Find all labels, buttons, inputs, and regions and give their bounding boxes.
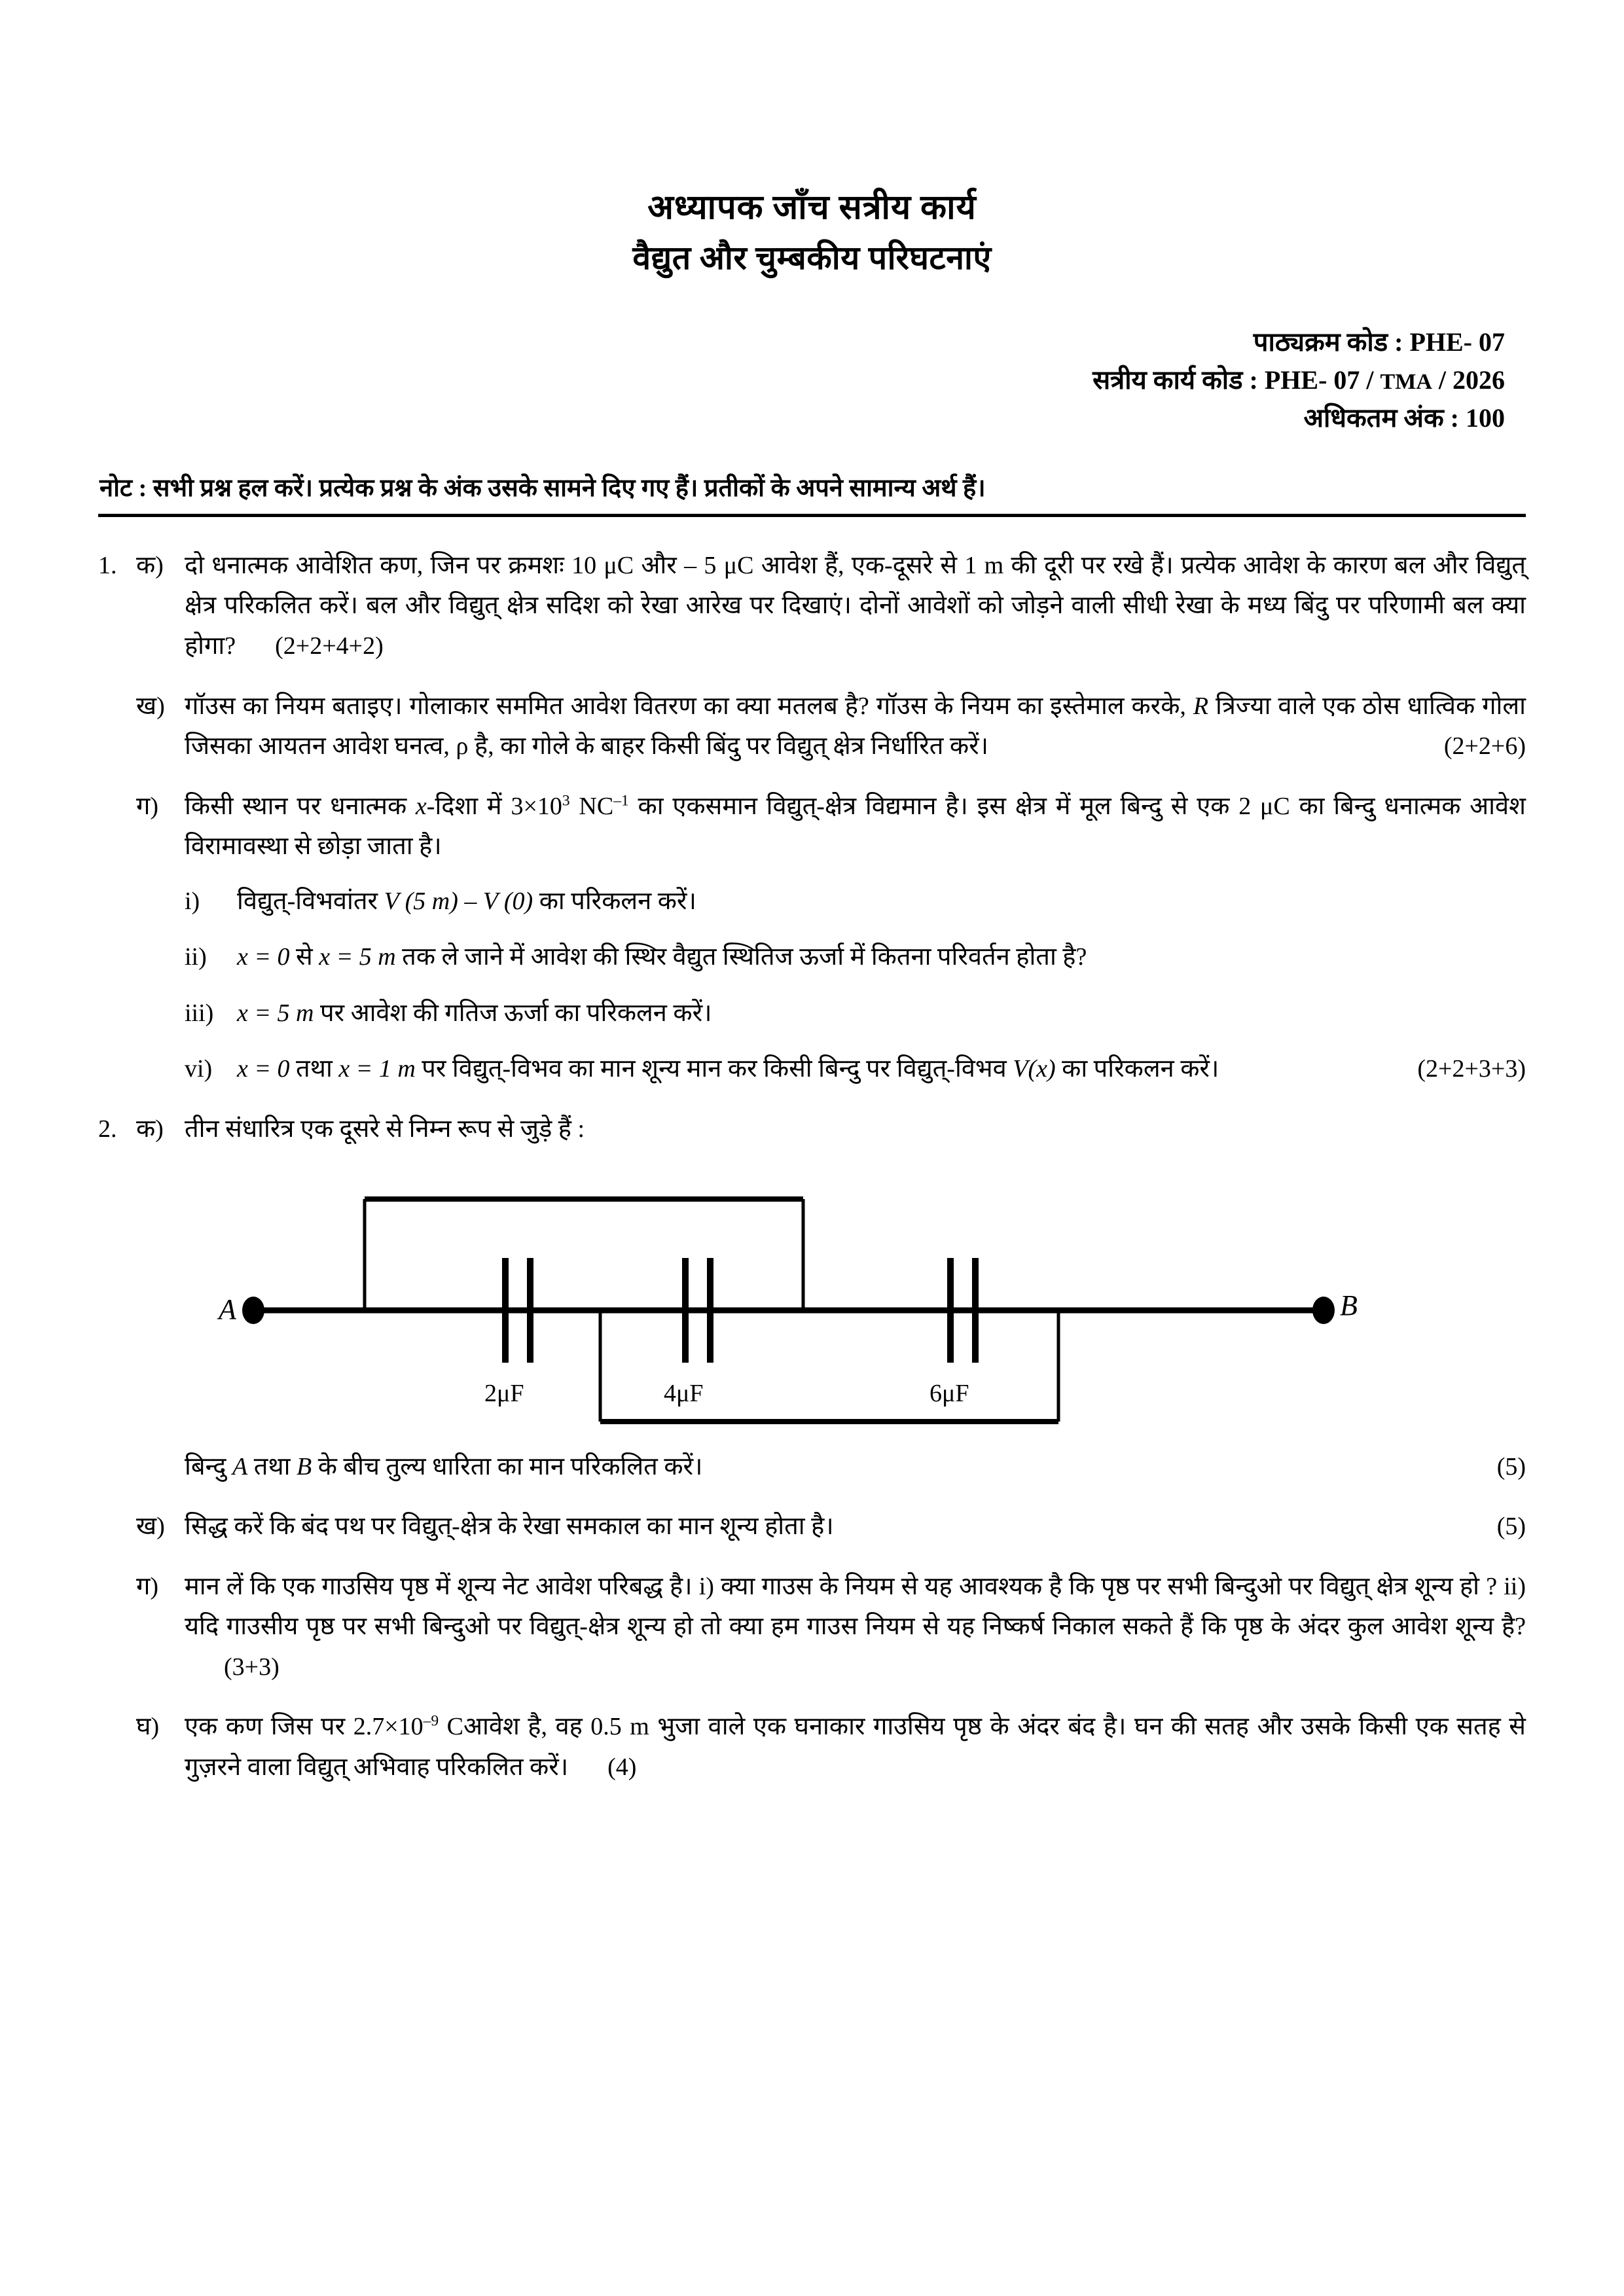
q1ga-math-2: 2 μC: [1238, 792, 1290, 820]
q1ga-math-1: 3×10: [511, 792, 562, 820]
q1ka-text-c: आवेश हैं, एक-दूसरे से: [753, 551, 965, 579]
max-marks-value: 100: [1466, 403, 1505, 433]
subitem-vi-math-2: x = 1 m: [338, 1055, 416, 1083]
q1kha-symbol-rho: ρ: [456, 732, 469, 761]
course-code-line: [98, 323, 1505, 361]
question-2-part-ka-letter: क): [136, 1115, 164, 1143]
question-1-part-kha-letter: ख): [136, 692, 165, 720]
subitem-ii-text-b: तक ले जाने में आवेश की स्थिर वैद्युत स्थितिज ऊर्जा में कितना परिवर्तन होता है?: [395, 943, 1087, 971]
question-2-part-ga-letter: ग): [136, 1572, 159, 1600]
q2ka-closing-text-c: के बीच तुल्य धारिता का मान परिकलित करें।: [312, 1452, 703, 1480]
question-2-part-ka: [98, 1109, 1526, 1487]
q1ka-text-a: दो धनात्मक आवेशित कण, जिन पर क्रमशः: [185, 551, 572, 579]
q2gha-math-1-unit: C: [439, 1713, 464, 1741]
subitem-i-text-b: का परिकलन करें।: [533, 887, 696, 915]
course-code-value: PHE- 07: [1409, 327, 1505, 357]
q1ga-text-c: का एकसमान विद्युत्-क्षेत्र विद्यमान है। इस क्षेत्र में मूल बिन्दु से एक: [628, 792, 1239, 820]
question-2-part-kha: [98, 1507, 1526, 1547]
subitem-vi-text-c: का परिकलन करें।: [1055, 1055, 1219, 1083]
q1ga-marks: (2+2+3+3): [1417, 1055, 1526, 1083]
q2gha-marks: (4): [607, 1753, 637, 1781]
subitem-vi-math-3: V(x): [1013, 1055, 1056, 1083]
q2ka-closing: [185, 1447, 1526, 1488]
q2gha-math-1-exponent: –9: [423, 1712, 439, 1730]
q2ka-intro: तीन संधारित्र एक दूसरे से निम्न रूप से जुड़े हैं :: [185, 1115, 585, 1143]
q2ga-marks: (3+3): [224, 1653, 280, 1681]
q1kha-variable-R: R: [1193, 692, 1209, 720]
course-code-label: पाठ्यक्रम कोड :: [1253, 327, 1410, 357]
q1ka-math-1: 10 μC: [571, 551, 634, 579]
question-1-part-ka-body: [185, 546, 1526, 667]
subitem-ii-math-1: x = 0: [237, 943, 290, 971]
q1kha-text-a: गॉउस का नियम बताइए। गोलाकार सममित आवेश वितरण का क्या मतलब है? गॉउस के नियम का इस्तेमाल करके,: [185, 692, 1193, 720]
assignment-code-year: 2026: [1453, 365, 1505, 395]
subitem-iii-text: [237, 994, 1526, 1034]
subitem-i-math: V (5 m) – V (0): [384, 887, 533, 915]
q2ka-closing-text-a: बिन्दु: [185, 1452, 232, 1480]
question-1-part-ga: [98, 787, 1526, 1090]
max-marks-line: [98, 399, 1505, 437]
capacitor-2-label: 4μF: [664, 1379, 704, 1407]
subitem-vi-text: [237, 1049, 1526, 1090]
q1ka-text-d: की दूरी पर रखे हैं। प्रत्येक आवेश के कारण बल और विद्युत् क्षेत्र परिकलित करें। बल और विद्युत् क्षेत्र सदिश को रेखा आरेख पर दिखाएं। दोनों आवेशों को जोड़ने वाली सीधी रेखा के मध्य बिंदु पर परिणामी बल क्या होगा?: [185, 551, 1526, 660]
subitem-vi-text-a: तथा: [289, 1055, 339, 1083]
question-1-number: 1.: [98, 551, 117, 579]
course-code-block: [98, 323, 1526, 437]
question-1-part-ga-body: [185, 787, 1526, 1090]
q2gha-math-2: 0.5 m: [590, 1713, 649, 1741]
subitem-ii-text: [237, 937, 1526, 978]
assignment-code-line: [98, 361, 1505, 399]
question-2-part-gha-body: [185, 1707, 1526, 1787]
subitem-iii: [185, 994, 1526, 1034]
question-1-part-kha: [98, 687, 1526, 767]
subitem-vi: [185, 1049, 1526, 1090]
instructions-note: नोट : सभी प्रश्न हल करें। प्रत्येक प्रश्न के अंक उसके सामने दिए गए हैं। प्रतीकों के अपने सामान्य अर्थ हैं।: [99, 474, 986, 502]
q1ga-math-1-exponent: 3: [562, 792, 570, 810]
max-marks-label: अधिकतम अंक :: [1303, 403, 1466, 433]
node-a-terminal: [242, 1297, 264, 1324]
q1ka-math-3: 1 m: [964, 551, 1004, 579]
subitem-i-text: [237, 882, 1526, 922]
subitem-vi-marker: vi): [185, 1055, 213, 1083]
q2ka-marks: (5): [1496, 1452, 1526, 1480]
subitem-ii-math-2: x = 5 m: [319, 943, 396, 971]
question-2-part-gha: [98, 1707, 1526, 1787]
subitem-vi-text-b: पर विद्युत्-विभव का मान शून्य मान कर किसी बिन्दु पर विद्युत्-विभव: [415, 1055, 1013, 1083]
subitem-i-marker: i): [185, 887, 200, 915]
capacitor-circuit-diagram: [219, 1170, 1415, 1431]
q2kha-text-a: सिद्ध करें कि बंद पथ पर विद्युत्-क्षेत्र के रेखा समकाल का मान शून्य होता है।: [185, 1513, 834, 1541]
page-subtitle: वैद्युत और चुम्बकीय परिघटनाएं: [632, 239, 992, 276]
q2ka-closing-text-b: तथा: [247, 1452, 297, 1480]
node-b-label: B: [1340, 1289, 1358, 1321]
question-2-number: 2.: [98, 1115, 117, 1143]
question-1-part-ka: [98, 546, 1526, 667]
question-2-part-ka-body: [185, 1109, 1526, 1487]
subitem-ii-marker: ii): [185, 943, 207, 971]
question-1-part-ga-letter: ग): [136, 792, 159, 820]
page-title: अध्यापक जाँच सत्रीय कार्य: [647, 189, 977, 226]
question-2-part-kha-letter: ख): [136, 1513, 165, 1541]
q2gha-text-b: आवेश है, वह: [463, 1713, 591, 1741]
q2ka-variable-A: A: [232, 1452, 248, 1480]
header-divider: [98, 514, 1526, 517]
subitem-vi-math-1: x = 0: [237, 1055, 290, 1083]
q1kha-text-b: त्रिज्या वाले एक ठोस धात्विक गोला जिसका आयतन आवेश घनत्व,: [185, 692, 1526, 761]
capacitor-1-label: 2μF: [484, 1379, 524, 1407]
subitem-i: [185, 882, 1526, 922]
q1ga-text-d: का बिन्दु धनात्मक आवेश विरामावस्था से छोड़ा जाता है।: [185, 792, 1526, 861]
subitem-ii-text-a: से: [289, 943, 319, 971]
question-2-part-kha-body: [185, 1507, 1526, 1547]
q1ka-text-b: और: [634, 551, 685, 579]
subitem-ii: [185, 937, 1526, 978]
q2gha-text-a: एक कण जिस पर: [185, 1713, 353, 1741]
subitem-iii-text-a: पर आवेश की गतिज ऊर्जा का परिकलन करें।: [314, 999, 712, 1027]
q2gha-text-c: भुजा वाले एक घनाकार गाउसिय पृष्ठ के अंदर बंद है। घन की सतह और उसके किसी एक सतह से गुज़रने वाला विद्युत् अभिवाह परिकलित करें।: [185, 1713, 1526, 1781]
q2ga-text-a: मान लें कि एक गाउसिय पृष्ठ में शून्य नेट आवेश परिबद्ध है। i) क्या गाउस के नियम से यह आवश्यक है कि पृष्ठ पर सभी बिन्दुओ पर विद्युत् क्षेत्र शून्य हो ? ii) यदि गाउसीय पृष्ठ पर सभी बिन्दुओ पर विद्युत्-क्षेत्र शून्य हो तो क्या हम गाउस नियम से यह निष्कर्ष निकाल सकते हैं कि पृष्ठ के अंदर कुल आवेश शून्य है?: [185, 1572, 1526, 1641]
document-header: [98, 0, 1526, 279]
q1ga-math-1-unit: NC: [569, 792, 614, 820]
question-1-part-kha-body: [185, 687, 1526, 767]
questions-list: [98, 546, 1526, 1787]
assignment-code-value: PHE- 07: [1264, 365, 1360, 395]
node-a-label: A: [219, 1293, 236, 1325]
assignment-code-tma: TMA: [1380, 369, 1432, 394]
subitem-iii-marker: iii): [185, 999, 214, 1027]
question-2-part-ga-body: [185, 1567, 1526, 1688]
q2gha-math-1: 2.7×10: [353, 1713, 424, 1741]
question-1-part-ka-letter: क): [136, 551, 164, 579]
q1ka-marks: (2+2+4+2): [275, 632, 384, 660]
assignment-code-separator-1: /: [1360, 365, 1380, 395]
assignment-code-label: सत्रीय कार्य कोड :: [1092, 365, 1265, 395]
question-1-part-ga-subitems: [185, 882, 1526, 1090]
q1ka-math-2: – 5 μC: [684, 551, 754, 579]
q1ga-math-1-unit-exponent: –1: [613, 792, 629, 810]
q1ga-text-b: -दिशा में: [426, 792, 511, 820]
q1ga-text-a: किसी स्थान पर धनात्मक: [185, 792, 416, 820]
q1ga-variable-x: x: [415, 792, 427, 820]
capacitor-3-label: 6μF: [929, 1379, 969, 1407]
q2kha-marks: (5): [1496, 1513, 1526, 1541]
q2ka-variable-B: B: [296, 1452, 312, 1480]
subitem-i-text-a: विद्युत्-विभवांतर: [237, 887, 384, 915]
q1kha-marks: (2+2+6): [1443, 732, 1526, 761]
q1kha-text-c: है, का गोले के बाहर किसी बिंदु पर विद्युत् क्षेत्र निर्धारित करें।: [468, 732, 989, 761]
question-2-part-gha-letter: घ): [136, 1713, 160, 1741]
question-2-part-ga: [98, 1567, 1526, 1688]
node-b-terminal: [1312, 1297, 1335, 1324]
assignment-code-separator-2: /: [1432, 365, 1453, 395]
subitem-iii-math-1: x = 5 m: [237, 999, 314, 1027]
